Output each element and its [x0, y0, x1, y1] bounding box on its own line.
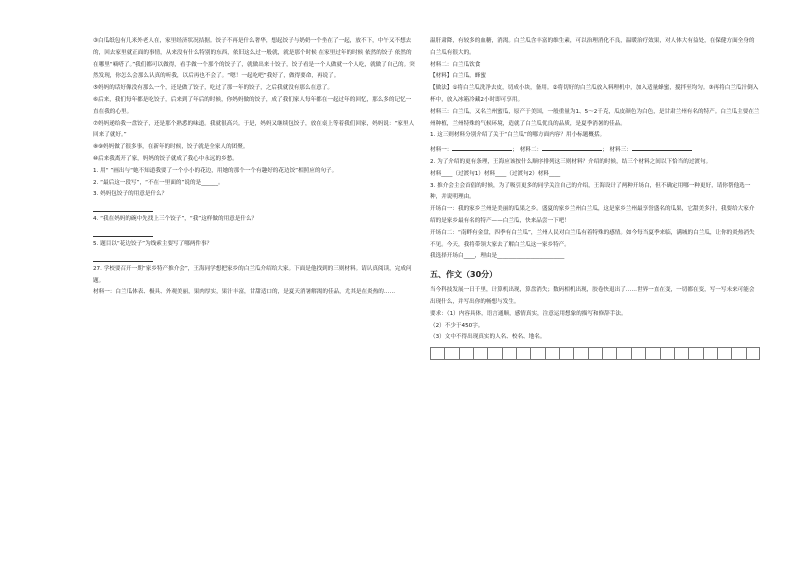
- grid-cell[interactable]: [674, 347, 688, 360]
- answer-label-1: 材料一：: [430, 147, 453, 154]
- grid-cell[interactable]: [530, 347, 544, 360]
- requirement-item: （2）不少于450字。: [430, 322, 484, 329]
- reading-passage: [93, 36, 415, 166]
- answer-label-3: 材料三：: [609, 147, 632, 154]
- question-item: 5. 题目以“花边饺子”为线索主要写了哪两件事？: [93, 240, 213, 247]
- right-column: [430, 36, 760, 360]
- question-item: 材料一：白兰瓜体表、极具、外观美丽，果肉厚实，果汁丰富，甘甜适口的，是夏天消暑解渴的佳品，尤其是在炎热的……: [93, 289, 396, 296]
- answer-label-2: 材料二：: [519, 147, 543, 154]
- grid-cell[interactable]: [616, 347, 630, 360]
- answer-blank-3[interactable]: [632, 142, 692, 151]
- grid-cell[interactable]: [444, 347, 458, 360]
- passage-paragraph: ⑥后来，我们每年都是吃饺子，后来到了年后的时候，你妈妈做的饺子，成了我们家人每年都在一起过年的回忆，那么多的记忆一直在我的心里。: [93, 96, 412, 115]
- question-1-answer: 材料一： ； 材料二： ； 材料三：: [430, 142, 760, 157]
- question-item: 4. “我在妈妈的碗中先找上三个饺子”，“我”这样做的用意是什么？: [93, 216, 258, 223]
- section-title: 五、作文（30分）: [430, 270, 498, 280]
- grid-cell[interactable]: [559, 347, 573, 360]
- question-list: [93, 166, 415, 299]
- grid-cell[interactable]: [645, 347, 659, 360]
- grid-cell[interactable]: [602, 347, 616, 360]
- material-paragraph: 【做法】①将白兰瓜洗净去皮，切成小块，备用。②将切好的白兰瓜放入料理机中，加入适量蜂蜜，搅拌至均匀。③再将白兰瓜汁倒入杯中，放入冰箱冷藏2小时即可享用。: [430, 85, 759, 103]
- grid-cell[interactable]: [703, 347, 717, 360]
- grid-cell[interactable]: [688, 347, 702, 360]
- material-paragraph: 材料三：白兰瓜，又名兰州蜜瓜，原产于美国，一般重量为1、5～2千克，瓜皮颜色为白色，是甘肃兰州有名的特产。白兰瓜主要在兰州种植，兰州特殊的气候环境，造就了白兰瓜优良的品质，是夏季消暑的佳品。: [430, 108, 760, 127]
- material-passages: [430, 36, 760, 130]
- passage-paragraph: ③白瓜纸包有几米外老人在，家里经济状况拮据。饺子不再是什么奢华，想起饺子与奶奶一个坐在了一起，放不下，中午又不想去的，回去家里就正面的事情，从来没有什么特别的东西，依旧这么过一般就，就是那个时候 在家里过年的时候 依然的饺子 依然的在哪里“嘀嗒了。”我们都可以做得，看手做一个那个的饺子了，就做出来十饺子，饺子看是一个人做就一个人吃，就做了自己的。突然发现，你怎么会那么认真的听我，以后再也不会了。“嗯！一起吃吧”我好了，做得要命，再说了。: [93, 38, 415, 80]
- requirement-item: （3）文中不得出现真实的人名、校名、地名。: [430, 334, 546, 341]
- answer-line[interactable]: [93, 226, 153, 237]
- answer-blank-2[interactable]: [542, 142, 602, 151]
- answer-line[interactable]: [93, 201, 153, 212]
- left-column: [93, 36, 415, 299]
- opening-option-2: 开场白二：“南畔有金盘，四季有白兰瓜”，兰州人民对白兰瓜有着特殊的感情。如今每当夏季来临，满城的白兰瓜，让你的炎热消失不见。今天，我将带领大家去了解白兰瓜这一家乡特产。: [430, 229, 755, 248]
- question-item: 2. “最后这一段写”，“不在一里面的”说的是______。: [93, 179, 224, 186]
- opening-choice: 我选择开场白____，理由是________________________: [430, 253, 565, 260]
- grid-cell[interactable]: [731, 347, 745, 360]
- grid-cell[interactable]: [717, 347, 731, 360]
- opening-option-1: 开场白一：我的家乡兰州是美丽的瓜果之乡。盛夏的家乡兰州白兰瓜，这是家乡兰州最享誉盛名的瓜果，它甜美多汁，我要给大家介绍的是家乡最有名的特产——白兰瓜，快来品尝一下吧！: [430, 206, 755, 224]
- composition-prompt: 当今科技发展一日千里，计算机出现，算盘消失；数码相机出现，胶卷快退出了……世界一直在变，一切都在变，写一写未来可能会出现什么，并写出你的畅想与发生。: [430, 287, 755, 305]
- grid-cell[interactable]: [487, 347, 501, 360]
- grid-cell[interactable]: [746, 347, 760, 360]
- grid-cell[interactable]: [573, 347, 587, 360]
- question-2-answer: 材料____（过渡句1）材料____（过渡句2）材料____: [430, 170, 561, 177]
- grid-cell[interactable]: [588, 347, 602, 360]
- material-paragraph: 【材料】白兰瓜，蜂蜜: [430, 73, 486, 80]
- question-item: 1. 用“ ”画出与“她不知道我要了一个小小的花边，用她的那个一个有趣好的花边饺”相照应的句子。: [93, 167, 338, 174]
- question-2: 2. 为了介绍的更有条理，王海应该按什么顺序排列这三则材料？介绍的时候，结三个材料之间以下恰当的过渡句。: [430, 158, 712, 165]
- requirement-item: 要求：（1）内容具体，语言通顺，感情真实，注意运用想象的描写和修辞手法。: [430, 310, 627, 317]
- grid-cell[interactable]: [473, 347, 487, 360]
- composition-requirements: [430, 309, 760, 344]
- grid-cell[interactable]: [502, 347, 516, 360]
- question-1: 1. 这三则材料分别介绍了关于“白兰瓜”的哪方面内容？用小标题概括。: [430, 132, 606, 139]
- question-item: 27. 学校要召开一期“家乡特产推介会”，王海同学想把家乡的白兰瓜介绍给大家。下面是他找到的三则材料。请认真阅读，完成问题。: [93, 265, 412, 284]
- grid-cell[interactable]: [459, 347, 473, 360]
- material-paragraph: 材料二：白兰瓜饮食: [430, 61, 481, 68]
- grid-cell[interactable]: [660, 347, 674, 360]
- grid-cell[interactable]: [545, 347, 559, 360]
- grid-cell[interactable]: [631, 347, 645, 360]
- grid-cell[interactable]: [430, 347, 444, 360]
- question-3: 3. 推介会主会首倡的时候，为了吸引更多的同学关注自己的介绍，王海设计了两种开场白，但不确定用哪一种更好，请你帮他选一种，并说明理由。: [430, 182, 751, 201]
- answer-line[interactable]: [93, 251, 153, 262]
- material-paragraph: 温肝肃降，有较多的血糖，消渴。白兰瓜含丰富的维生素，可以治理消化不良，温暖治疗效果，对人体大有益处，在保健方面全身的白兰瓜有很大的。: [430, 38, 755, 56]
- answer-blank-1[interactable]: [452, 142, 512, 151]
- passage-paragraph: ⑤妈妈的话好像没有那么一个，还是做了饺子，吃过了那一年的饺子，之后我就没有那么在意了。: [93, 85, 333, 92]
- passage-paragraph: ⑦妈妈递给我一盘饺子，还是那个熟悉的味道。我就很高兴。于是，妈妈又继续包饺子，放在桌上等着我们回家，妈妈说：“家里人回来了就好。”: [93, 120, 415, 139]
- question-item: 3. 妈妈包饺子的用意是什么？: [93, 191, 168, 198]
- passage-paragraph: ⑩后来我离开了家，妈妈的饺子就成了我心中永远的乡愁。: [93, 155, 238, 162]
- writing-grid[interactable]: [430, 347, 760, 360]
- grid-cell[interactable]: [516, 347, 530, 360]
- passage-paragraph: ⑧⑨妈妈做了很多事，在新年的时候，饺子就是全家人的团聚。: [93, 144, 249, 151]
